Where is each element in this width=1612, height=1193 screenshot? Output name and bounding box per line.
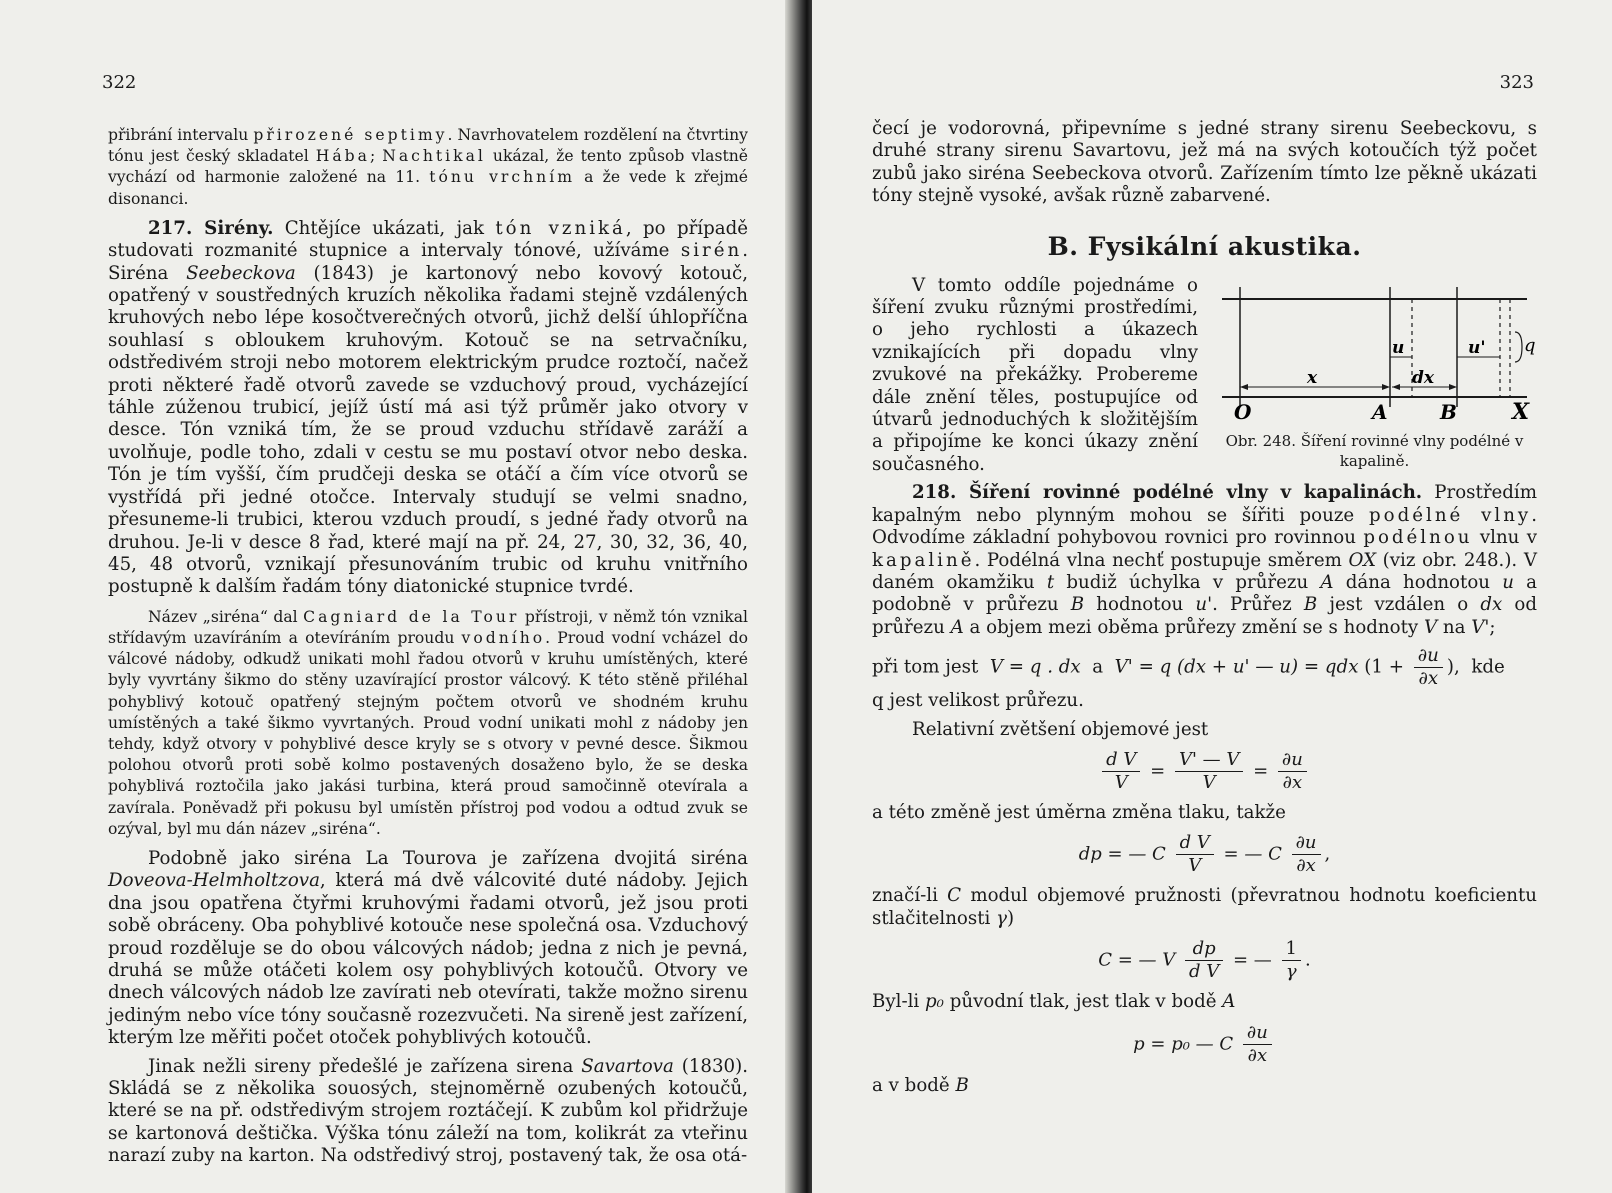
pressure-change-text: a této změně jest úměrna změna tlaku, takže [872, 801, 1286, 823]
right-page [812, 0, 1612, 1193]
eq1-fraction: $\frac{\partial u}{\partial x}$ [1414, 645, 1443, 690]
equation-3: dp = — C $\frac{\text{d V}}{V}$ = — C $\frac{\partial u}{\partial x}$ , [1078, 832, 1331, 877]
label-dx: dx [1412, 367, 1435, 388]
small-print-paragraph: Název „siréna“ dal Cagniard de la Tour přístroji, v němž tón vznikal střídavým uzavíráním a otevíráním proudu vodního. Proud vodní vcházel do válcové nádoby, odkudž unikati mohl řadou otvorů v kruhu umístěných, které byly vyvrtány šikmo do stěny uzavírající prostor válcový. K této stěně přiléhal pohyblivý kotouč opatřený stejným počtem otvorů ve shodném kruhu umístěných a také šikmo vyvrtaných. Proud vodní unikati mohl z nádoby jen tehdy, když otvory v pohyblivé desce kryly se s otvory v pevné desce. Šikmou polohou otvorů proti sobě kolmo postavených dosaženo bylo, že se deska pohyblivá roztočila jako jakási turbina, která proud samočinně otevírala a zavírala. Poněvadž při pokusu byl umístěn přístroj pod vodou a odtud zvuk se ozýval, byl mu dán název „siréna“. [108, 607, 748, 838]
last-line: a v bodě B [872, 1074, 969, 1096]
label-x-distance: x [1307, 367, 1318, 388]
page-number-right: 323 [1499, 72, 1534, 93]
modulus-text: značí-li C modul objemové pružnosti (převratnou hodnotu koeficientu stlačitelnosti γ) [872, 885, 1537, 929]
section-b-title: B. Fysikální akustika. [1047, 231, 1362, 261]
label-u: u [1392, 337, 1405, 358]
equation-1-note: q jest velikost průřezu. [872, 690, 1084, 712]
right-text-column [872, 118, 1537, 1097]
label-a: A [1372, 399, 1388, 424]
section-b-intro: V tomto oddíle pojednáme o šíření zvuku různými prostředími, o jeho rychlosti a úkazech vznikajících při dopadu vlny zvukové na překážky. Probereme dále znění těles, postupujíce od útvarů jednoduchých k složitějším a připojíme ke konci úkazy znění současného. [872, 274, 1198, 475]
savart-paragraph: Jinak nežli sireny předešlé je zařízena sirena Savartova (1830). Skládá se z několika souosých, stejnoměrně ozubených kotoučů, které se na př. odstředivým strojem roztáčejí. K zubům kol přidržuje se kartonová deštička. Výška tónu záleží na tom, kolikrát za vteřinu narazí zuby na karton. Na odstředivý stroj, postavený tak, že osa otá- [108, 1055, 748, 1167]
label-u-prime: u' [1468, 337, 1486, 358]
figure-caption: Obr. 248. Šíření rovinné vlny podélné v kapalině. [1225, 431, 1524, 470]
equation-4: C = — V $\frac{dp}{\text{d V}}$ = — $\frac{1}{\gamma}$ . [1098, 938, 1311, 983]
page-number-left: 322 [102, 72, 137, 93]
figure-248 [1212, 277, 1537, 471]
label-q: q [1524, 334, 1536, 356]
section-218-paragraph: 218. Šíření rovinné podélné vlny v kapalinách. Prostředím kapalným nebo plynným mohou se šířiti pouze podélné vlny. Odvodíme základní pohybovou rovnici pro rovinnou podélnou vlnu v kapalině. Podélná vlna nechť postupuje směrem OX (viz obr. 248.). V daném okamžiku t budiž úchylka v průřezu A dána hodnotou u a podobně v průřezu B hodnotou u'. Průřez B jest vzdálen o dx od průřezu A a objem mezi oběma průřezy změní se s hodnoty V na V'; [872, 482, 1538, 638]
relative-volume-text: Relativní zvětšení objemové jest [912, 718, 1209, 740]
x-arrow-left [1240, 384, 1248, 390]
label-x-axis: X [1512, 398, 1530, 425]
equation-5: p = p₀ — C $\frac{\partial u}{\partial x}$ [872, 1022, 1537, 1067]
dove-helmholtz-paragraph: Podobně jako siréna La Tourova je zařízena dvojitá siréna Doveova-Helmholtzova, která má dvě válcovité duté nádoby. Jejich dna jsou opatřena čtyřmi kruhovými řadami otvorů, jež jsou proti sobě obráceny. Oba pohyblivé kotouče nese společná osa. Vzduchový proud rozděluje se do obou válcových nádob; jedna z nich je pevná, druhá se může otáčeti kolem osy pohyblivých kotoučů. Otvory ve dnech válcových nádob lze zavírati neb otevírati, takže možno sirenu jediným nebo více tóny současně rozezvučeti. Na sireně jest zařízení, kterým lze měřiti počet otoček pohyblivých kotoučů. [108, 847, 748, 1049]
equation-2: $\frac{\text{d V}}{V}$ = $\frac{V' — V}{V}$ = $\frac{\partial u}{\partial x}$ [872, 749, 1537, 794]
dx-arrow-left [1392, 384, 1400, 390]
dx-arrow-right [1449, 384, 1457, 390]
section-217-paragraph: 217. Sirény. Chtějíce ukázati, jak tón vzniká, po případě studovati rozmanité stupnice a intervaly tónové, užíváme sirén. Siréna Seebeckova (1843) je kartonový nebo kovový kotouč, opatřený v soustředných kruzích několika řadami stejně vzdálených kruhových nebo lépe kosočtverečných otvorů, jichž delší úhlopříčna souhlasí s obloukem kruhovým. Kotouč se na setrvačníku, odstředivém stroji nebo motorem elektrickým prudce roztočí, načež proti některé řadě otvorů zavede se vzduchový proud, vycházející táhle zúženou trubicí, jejíž ústí má asi týž průměr jako otvory v desce. Tón vzniká tím, že se proud vzduchu střídavě zaráží a uvolňuje, podle toho, zdali v cestu se mu postaví otvor nebo deska. Tón je tím vyšší, čím prudčeji deska se otáčí a čím více otvorů se vystřídá při jedné otočce. Intervaly studují se velmi snadno, přesuneme-li trubici, kterou vzduch proudí, s jedné řady otvorů na druhou. Je-li v desce 8 řad, které mají na př. 24, 27, 30, 32, 36, 40, 45, 48 otvorů, vznikají přesunováním trubic od kruhu vnitřního postupně k dalším řadám tóny diatonické stupnice tvrdé. [108, 217, 748, 598]
section-218-heading: 218. Šíření rovinné podélné vlny v kapalinách. [912, 482, 1423, 504]
intro-paragraph: přibrání intervalu přirozené septimy. Navrhovatelem rozdělení na čtvrtiny tónu jest český skladatel Hába; Nachtikal ukázal, že tento způsob vlastně vychází od harmonie založené na 11. tónu vrchním a že vede k zřejmé disonanci. [108, 126, 748, 208]
x-arrow-right [1382, 384, 1390, 390]
label-o: O [1234, 399, 1252, 424]
top-paragraph: čecí je vodorovná, připevníme s jedné strany sirenu Seebeckovu, s druhé strany sirenu Savartovu, jež má na svých kotoučích týž počet zubů jako siréna Seebeckova otvorů. Zařízením tímto lze pěkně ukázati tóny stejně vysoké, avšak různě zabarvené. [872, 118, 1537, 207]
section-217-heading: 217. Sirény. [148, 217, 274, 239]
left-page [0, 0, 800, 1193]
left-text-column [108, 125, 748, 1168]
wave-diagram [1212, 277, 1537, 427]
q-brace [1515, 332, 1522, 362]
initial-pressure-text: Byl-li p₀ původní tlak, jest tlak v bodě A [872, 991, 1236, 1013]
equation-1: při tom jest V = q . dx a V' = q (dx + u' — u) = qdx (1 + $\frac{\partial u}{\partial x}$ ), kde [872, 645, 1505, 690]
label-b: B [1440, 399, 1457, 424]
